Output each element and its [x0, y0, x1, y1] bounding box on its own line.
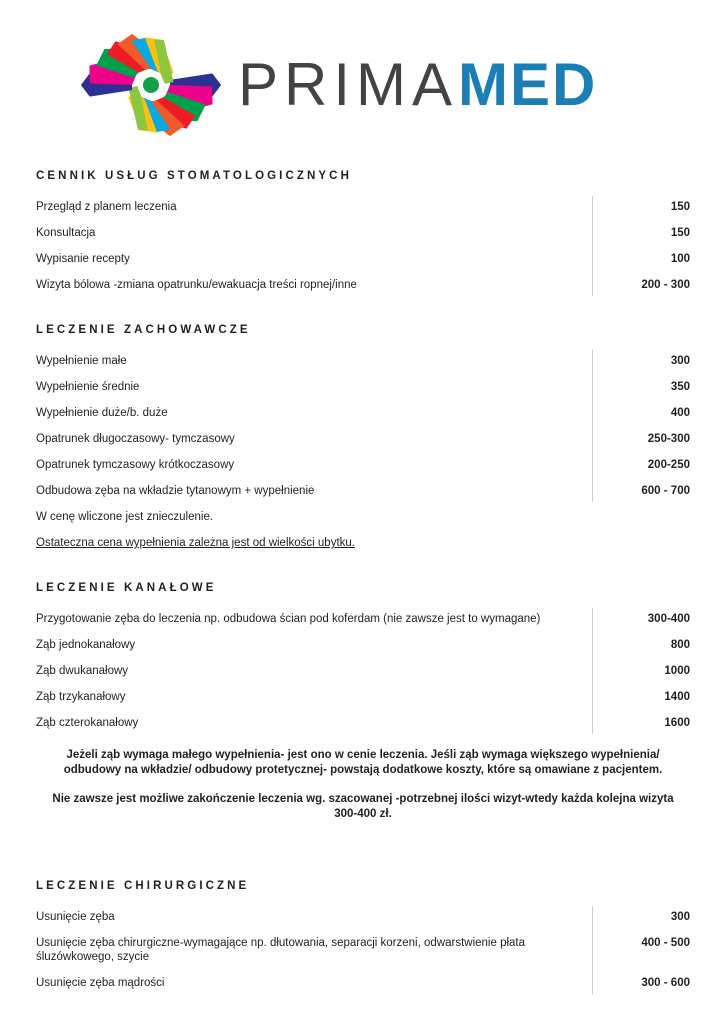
service-label: Ząb jednokanałowy [36, 639, 136, 651]
service-price: 600 - 700 [641, 485, 690, 497]
logo-word-med: MED [458, 51, 598, 118]
section-title: LECZENIE ZACHOWAWCZE [36, 324, 251, 336]
service-price: 1400 [664, 691, 690, 703]
price-list [0, 170, 724, 996]
section-leczenie-zachowawcze [36, 324, 690, 556]
service-label: Odbudowa zęba na wkładzie tytanowym + wypełnienie [36, 485, 315, 497]
service-label: Wypisanie recepty [36, 253, 130, 265]
service-price: 800 [670, 639, 690, 651]
service-price: 100 [670, 253, 690, 265]
price-row [36, 452, 690, 478]
price-row [36, 930, 690, 970]
price-row [36, 400, 690, 426]
section-rows [36, 348, 690, 504]
service-price: 300 [670, 355, 690, 367]
service-label: Wypełnienie duże/b. duże [36, 407, 168, 419]
service-price: 400 - 500 [641, 937, 690, 949]
section-spacer [36, 298, 690, 324]
price-row [36, 632, 690, 658]
logo-word-prima: PRIMA [238, 51, 459, 118]
section-note-underlined: Ostateczna cena wypełnienia zależna jest od wielkości ubytku. [36, 537, 355, 549]
price-row [36, 710, 690, 736]
price-row [36, 220, 690, 246]
price-row [36, 272, 690, 298]
price-row [36, 478, 690, 504]
service-price: 150 [670, 201, 690, 213]
service-label: Wypełnienie małe [36, 355, 127, 367]
service-label: Ząb trzykanałowy [36, 691, 126, 703]
logo-header [0, 0, 724, 170]
section-leczenie-kanalowe [36, 582, 690, 736]
service-label: Przegląd z planem leczenia [36, 201, 177, 213]
section-spacer [36, 822, 690, 880]
service-price: 300 - 600 [641, 977, 690, 989]
service-price: 200 - 300 [641, 279, 690, 291]
price-row [36, 904, 690, 930]
section-spacer [36, 556, 690, 582]
service-label: Ząb czterokanałowy [36, 717, 139, 729]
price-row [36, 374, 690, 400]
service-price: 150 [670, 227, 690, 239]
price-row [36, 970, 690, 996]
section-rows [36, 194, 690, 298]
price-row [36, 606, 690, 632]
section-cennik-uslug-stomatologicznych [36, 170, 690, 298]
section-title: CENNIK USŁUG STOMATOLOGICZNYCH [36, 170, 352, 182]
service-price: 200-250 [647, 459, 690, 471]
section-rows [36, 606, 690, 736]
section-title: LECZENIE CHIRURGICZNE [36, 880, 250, 892]
service-label: Ząb dwukanałowy [36, 665, 129, 677]
price-row [36, 246, 690, 272]
service-price: 300 [670, 911, 690, 923]
price-row [36, 658, 690, 684]
primamed-burst-logo-icon [78, 12, 224, 158]
service-label: Usunięcie zęba chirurgiczne-wymagające np. dłutowania, separacji korzeni, odwarstwienie płata śluzówkowego, szycie [36, 937, 526, 963]
section-title: LECZENIE KANAŁOWE [36, 582, 217, 594]
callout-note-2: Nie zawsze jest możliwe zakończenie leczenia wg. szacowanej -potrzebnej ilości wizyt-wtedy każda kolejna wizyta 300-400 zł. [52, 793, 674, 820]
service-price: 1000 [664, 665, 690, 677]
price-row [36, 194, 690, 220]
price-row [36, 348, 690, 374]
service-price: 1600 [664, 717, 690, 729]
callout-note-1: Jeżeli ząb wymaga małego wypełnienia- jest ono w cenie leczenia. Jeśli ząb wymaga większego wypełnienia/ odbudowy na wkładzie/ odbudowy protetycznej- powstają dodatkowe koszty, które są omawiane z pacjentem. [63, 749, 663, 776]
service-price: 350 [670, 381, 690, 393]
service-label: Usunięcie zęba mądrości [36, 977, 165, 989]
service-label: Wypełnienie średnie [36, 381, 140, 393]
service-label: Opatrunek długoczasowy- tymczasowy [36, 433, 235, 445]
service-label: Opatrunek tymczasowy krótkoczasowy [36, 459, 235, 471]
logo-wordmark [238, 51, 598, 118]
price-row [36, 426, 690, 452]
section-rows [36, 904, 690, 996]
section-note: W cenę wliczone jest znieczulenie. [36, 511, 214, 523]
service-label: Konsultacja [36, 227, 96, 239]
section-leczenie-chirurgiczne [36, 880, 690, 996]
service-price: 400 [670, 407, 690, 419]
service-label: Wizyta bólowa -zmiana opatrunku/ewakuacja treści ropnej/inne [36, 279, 357, 291]
service-price: 250-300 [647, 433, 690, 445]
price-row [36, 684, 690, 710]
service-label: Przygotowanie zęba do leczenia np. odbudowa ścian pod koferdam (nie zawsze jest to wymagane) [36, 613, 541, 625]
service-price: 300-400 [647, 613, 690, 625]
service-label: Usunięcie zęba [36, 911, 115, 923]
